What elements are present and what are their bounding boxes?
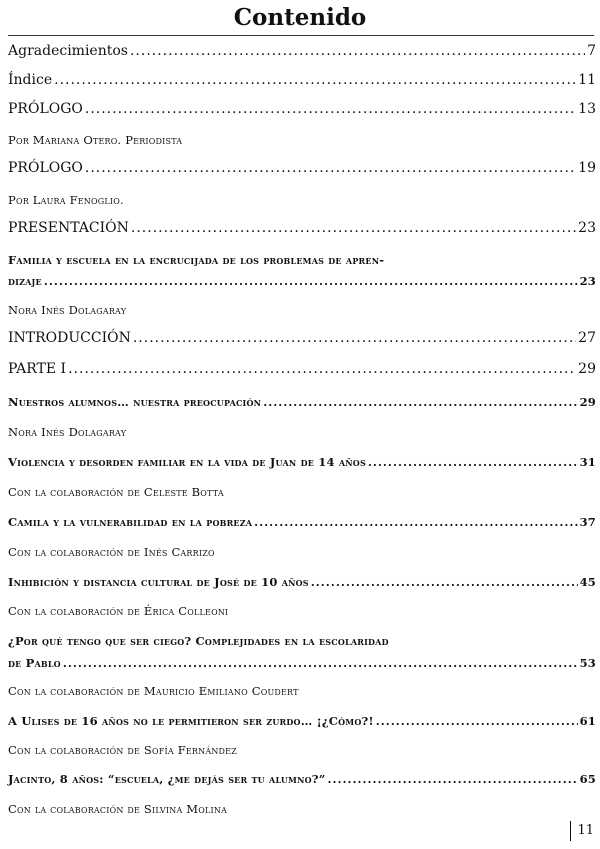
toc-entry-label: PRÓLOGO bbox=[8, 101, 83, 117]
toc-entry-author: Por Laura Fenoglio. bbox=[8, 193, 124, 207]
toc-entry-label: PRESENTACIÓN bbox=[8, 220, 129, 236]
toc-entry-page: 27 bbox=[578, 330, 596, 346]
toc-entry-pablo[interactable] bbox=[8, 656, 596, 670]
toc-entry-author: Nora Inés Dolagaray bbox=[8, 303, 127, 317]
toc-entry-page: 23 bbox=[578, 220, 596, 236]
toc-entry-page: 7 bbox=[587, 43, 596, 59]
toc-entry-introduccion[interactable] bbox=[8, 330, 596, 346]
leader-dots bbox=[133, 330, 576, 346]
toc-entry-label: INTRODUCCIÓN bbox=[8, 330, 131, 346]
toc-entry-prologo-2[interactable] bbox=[8, 160, 596, 176]
toc-entry-author: Por Mariana Otero. Periodista bbox=[8, 133, 183, 147]
toc-entry-page: 11 bbox=[578, 72, 596, 88]
toc-entry-label: Nuestros alumnos… nuestra preocupación bbox=[8, 395, 262, 409]
toc-entry-page: 29 bbox=[578, 361, 596, 377]
toc-entry-line1: Familia y escuela en la encrucijada de los problemas de apren- bbox=[8, 253, 385, 267]
toc-entry-author: Con la colaboración de Celeste Botta bbox=[8, 485, 224, 499]
toc-entry-page: 65 bbox=[579, 772, 596, 786]
leader-dots bbox=[85, 101, 576, 117]
leader-dots bbox=[63, 656, 578, 670]
toc-entry-author: Con la colaboración de Mauricio Emiliano Coudert bbox=[8, 684, 299, 698]
toc-entry-author: Con la colaboración de Sofía Fernández bbox=[8, 743, 237, 757]
toc-entry-indice[interactable] bbox=[8, 72, 596, 88]
leader-dots bbox=[85, 160, 576, 176]
toc-entry-agradecimientos[interactable] bbox=[8, 43, 596, 59]
toc-entry-page: 61 bbox=[579, 714, 596, 728]
toc-entry-label: PARTE I bbox=[8, 361, 67, 377]
leader-dots bbox=[368, 455, 578, 469]
leader-dots bbox=[54, 72, 576, 88]
toc-entry-page: 45 bbox=[579, 575, 596, 589]
toc-entry-label: A Ulises de 16 años no le permitieron ser zurdo… ¡¿Cómo?! bbox=[8, 714, 374, 728]
toc-entry-author: Con la colaboración de Érica Colleoni bbox=[8, 604, 229, 618]
leader-dots bbox=[376, 714, 578, 728]
toc-entry-label: Jacinto, 8 años: “escuela, ¿me dejás ser tu alumno?” bbox=[8, 772, 326, 786]
toc-entry-label: Violencia y desorden familiar en la vida de Juan de 14 años bbox=[8, 455, 366, 469]
toc-entry-nuestros-alumnos[interactable] bbox=[8, 395, 596, 409]
leader-dots bbox=[328, 772, 578, 786]
page-title: Contenido bbox=[233, 4, 367, 31]
leader-dots bbox=[311, 575, 578, 589]
toc-entry-ulises[interactable] bbox=[8, 714, 596, 728]
toc-entry-label: PRÓLOGO bbox=[8, 160, 83, 176]
toc-entry-presentacion[interactable] bbox=[8, 220, 596, 236]
leader-dots bbox=[131, 220, 576, 236]
leader-dots bbox=[44, 274, 578, 288]
toc-entry-jacinto[interactable] bbox=[8, 772, 596, 786]
leader-dots bbox=[254, 515, 577, 529]
toc-entry-prologo-1[interactable] bbox=[8, 101, 596, 117]
leader-dots bbox=[68, 361, 576, 377]
toc-entry-author: Con la colaboración de Silvina Molina bbox=[8, 802, 228, 816]
toc-entry-inhibicion[interactable] bbox=[8, 575, 596, 589]
title-underline bbox=[8, 35, 594, 36]
toc-entry-label: Índice bbox=[8, 72, 53, 88]
toc-entry-page: 19 bbox=[578, 160, 596, 176]
leader-dots bbox=[263, 395, 577, 409]
toc-entry-page: 13 bbox=[578, 101, 596, 117]
toc-entry-label: Agradecimientos bbox=[8, 43, 128, 59]
toc-entry-author: Con la colaboración de Inés Carrizo bbox=[8, 545, 215, 559]
leader-dots bbox=[130, 43, 585, 59]
toc-entry-camila[interactable] bbox=[8, 515, 596, 529]
toc-entry-page: 37 bbox=[579, 515, 596, 529]
toc-entry-page: 31 bbox=[579, 455, 596, 469]
toc-entry-line1: ¿Por qué tengo que ser ciego? Complejidades en la escolaridad bbox=[8, 634, 389, 648]
page-number: 11 bbox=[570, 821, 594, 841]
toc-entry-author: Nora Inés Dolagaray bbox=[8, 425, 127, 439]
toc-entry-label: dizaje bbox=[8, 274, 42, 288]
toc-entry-parte-1[interactable] bbox=[8, 361, 596, 377]
toc-entry-label: Inhibición y distancia cultural de José de 10 años bbox=[8, 575, 309, 589]
toc-entry-familia-escuela[interactable] bbox=[8, 274, 596, 288]
toc-entry-page: 29 bbox=[579, 395, 596, 409]
toc-entry-label: de Pablo bbox=[8, 656, 61, 670]
toc-entry-page: 53 bbox=[579, 656, 596, 670]
toc-entry-page: 23 bbox=[579, 274, 596, 288]
toc-entry-label: Camila y la vulnerabilidad en la pobreza bbox=[8, 515, 253, 529]
toc-entry-violencia[interactable] bbox=[8, 455, 596, 469]
